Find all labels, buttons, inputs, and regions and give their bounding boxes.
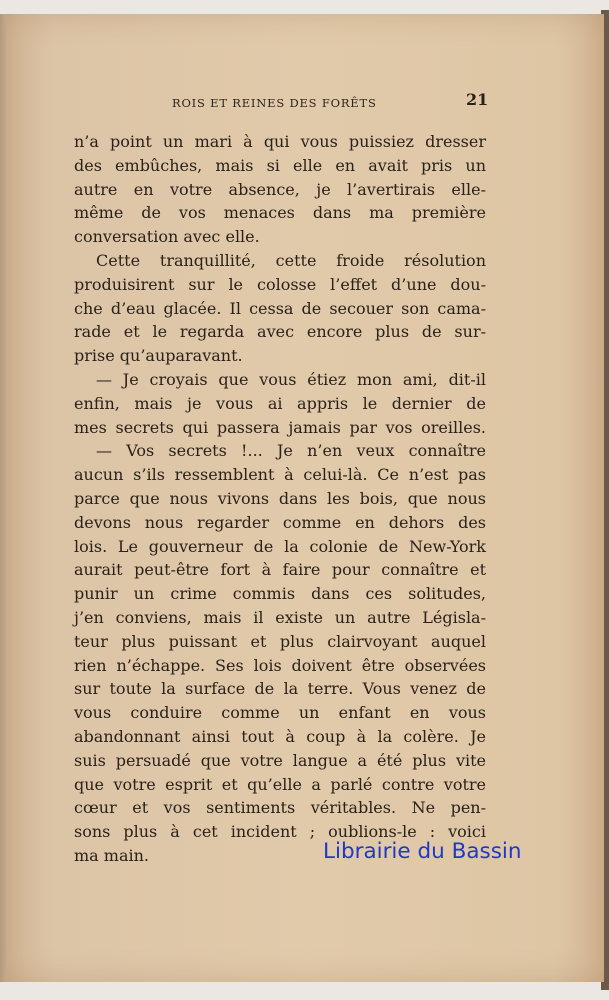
text-line: des embûches, mais si elle en avait pris un — [74, 155, 486, 175]
text-line: parce que nous vivons dans les bois, que nous — [74, 488, 486, 508]
text-line: rien n’échappe. Ses lois doivent être observées — [74, 655, 486, 675]
text-line: aucun s’ils ressemblent à celui-là. Ce n’est pas — [74, 465, 486, 485]
body-text — [74, 130, 486, 868]
text-line: devons nous regarder comme en dehors des — [74, 512, 486, 532]
paragraph-start-line: Cette tranquillité, cette froide résolution — [96, 250, 486, 270]
text-line: même de vos menaces dans ma première — [74, 203, 486, 223]
text-line: teur plus puissant et plus clairvoyant auquel — [74, 631, 486, 651]
text-line: vous conduire comme un enfant en vous — [74, 703, 486, 723]
text-line: j’en conviens, mais il existe un autre Législa- — [74, 607, 486, 627]
text-line: enfin, mais je vous ai appris le dernier de — [74, 393, 486, 413]
text-line: rade et le regarda avec encore plus de sur- — [74, 322, 486, 342]
text-line: mes secrets qui passera jamais par vos oreilles. — [74, 417, 486, 437]
text-line: n’a point un mari à qui vous puissiez dresser — [74, 132, 486, 151]
text-line: autre en votre absence, je l’avertirais elle- — [74, 179, 486, 199]
text-line: sons plus à cet incident ; oublions-le : voici — [74, 822, 486, 842]
seller-watermark: Librairie du Bassin — [323, 839, 522, 864]
text-line: suis persuadé que votre langue a été plus vite — [74, 750, 486, 770]
text-line: conversation avec elle. — [74, 227, 260, 247]
running-title: ROIS ET REINES DES FORÊTS — [172, 96, 377, 110]
paragraph-start-line: — Vos secrets !... Je n’en veux connaître — [96, 441, 486, 461]
text-line: cœur et vos sentiments véritables. Ne pen- — [74, 798, 486, 818]
page-header — [0, 88, 609, 118]
text-line: lois. Le gouverneur de la colonie de New-York — [74, 536, 486, 556]
page-number: 21 — [466, 90, 489, 109]
text-line: sur toute la surface de la terre. Vous venez de — [74, 679, 486, 699]
paragraph-start-line: — Je croyais que vous étiez mon ami, dit-il — [96, 369, 486, 389]
text-line: que votre esprit et qu’elle a parlé contre votre — [74, 774, 486, 794]
text-line: abandonnant ainsi tout à coup à la colère. Je — [74, 726, 486, 746]
text-line: che d’eau glacée. Il cessa de secouer son cama- — [74, 298, 486, 318]
text-line: produisirent sur le colosse l’effet d’une dou- — [74, 274, 486, 294]
text-line: punir un crime commis dans ces solitudes, — [74, 584, 486, 604]
text-line: ma main. — [74, 845, 150, 865]
text-line: prise qu’auparavant. — [74, 346, 243, 366]
text-line: aurait peut-être fort à faire pour connaître et — [74, 560, 486, 580]
